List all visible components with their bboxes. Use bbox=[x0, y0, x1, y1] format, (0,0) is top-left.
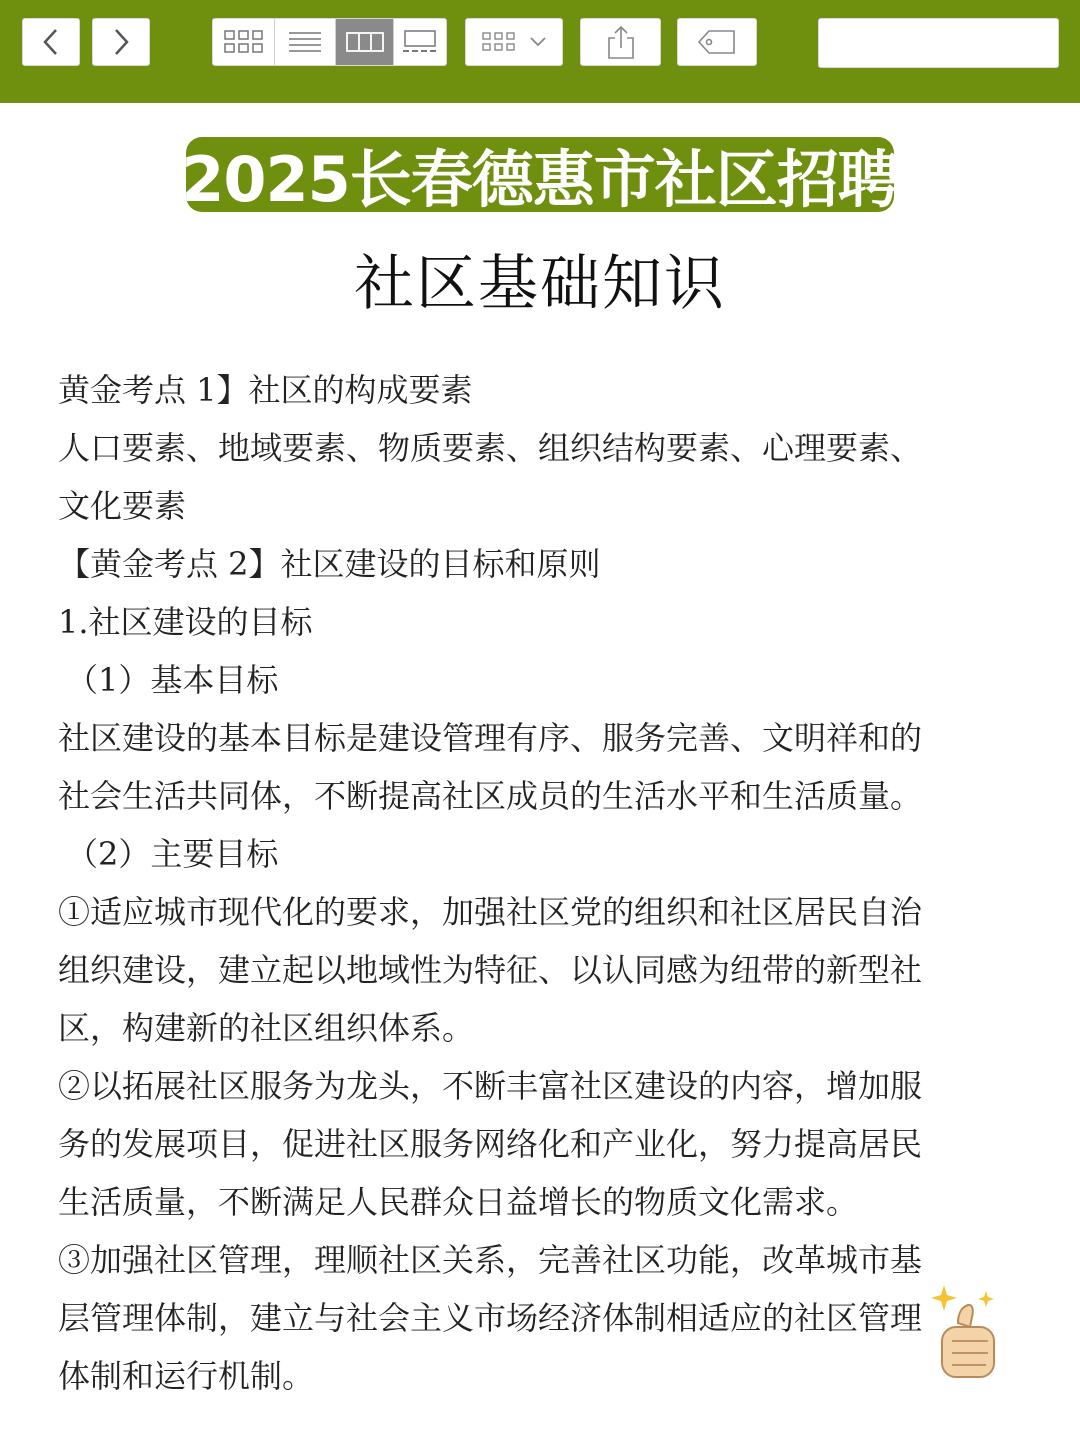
text-line: 层管理体制，建立与社会主义市场经济体制相适应的社区管理 bbox=[58, 1299, 923, 1337]
text-line: ③加强社区管理，理顺社区关系，完善社区功能，改革城市基 bbox=[58, 1241, 923, 1279]
back-button[interactable] bbox=[22, 18, 80, 66]
text-line: 务的发展项目，促进社区服务网络化和产业化，努力提高居民 bbox=[58, 1125, 923, 1163]
view-mode-icons[interactable] bbox=[213, 19, 275, 65]
text-line: 1.社区建设的目标 bbox=[58, 603, 313, 641]
forward-button[interactable] bbox=[92, 18, 150, 66]
share-button[interactable] bbox=[580, 18, 661, 66]
chevron-left-icon bbox=[41, 27, 61, 57]
group-by-button[interactable] bbox=[465, 18, 563, 66]
text-line: （2）主要目标 bbox=[66, 835, 279, 873]
search-input[interactable] bbox=[837, 22, 1080, 64]
tag-button[interactable] bbox=[677, 18, 757, 66]
view-mode-control bbox=[212, 18, 447, 66]
share-icon bbox=[606, 24, 636, 60]
text-line: 黄金考点 1】社区的构成要素 bbox=[58, 371, 473, 409]
text-line: ①适应城市现代化的要求，加强社区党的组织和社区居民自治 bbox=[58, 893, 923, 931]
page-title: 2025长春德惠市社区招聘 bbox=[181, 143, 899, 216]
column-view-icon bbox=[345, 31, 385, 53]
text-line: （1）基本目标 bbox=[66, 661, 279, 699]
grid-view-icon bbox=[223, 29, 265, 55]
text-line: 【黄金考点 2】社区建设的目标和原则 bbox=[58, 545, 601, 583]
list-view-icon bbox=[287, 30, 323, 54]
text-line: 文化要素 bbox=[58, 487, 187, 525]
page-subtitle: 社区基础知识 bbox=[354, 249, 726, 319]
chevron-right-icon bbox=[111, 27, 131, 57]
chevron-down-icon bbox=[529, 36, 547, 48]
text-line: 组织建设，建立起以地域性为特征、以认同感为纽带的新型社 bbox=[58, 951, 923, 989]
view-mode-columns[interactable] bbox=[336, 19, 394, 65]
text-line: 社会生活共同体，不断提高社区成员的生活水平和生活质量。 bbox=[58, 777, 923, 815]
text-line: ②以拓展社区服务为龙头，不断丰富社区建设的内容，增加服 bbox=[58, 1067, 923, 1105]
cover-flow-icon bbox=[401, 29, 439, 55]
tag-icon bbox=[697, 29, 737, 55]
text-line: 人口要素、地域要素、物质要素、组织结构要素、心理要素、 bbox=[58, 429, 923, 467]
text-line: 区，构建新的社区组织体系。 bbox=[58, 1009, 475, 1047]
text-line: 体制和运行机制。 bbox=[58, 1357, 315, 1395]
document-body bbox=[58, 361, 1028, 1405]
title-banner bbox=[181, 137, 899, 216]
finder-toolbar bbox=[0, 0, 1080, 103]
view-mode-list[interactable] bbox=[275, 19, 336, 65]
text-line: 生活质量，不断满足人民群众日益增长的物质文化需求。 bbox=[58, 1183, 859, 1221]
view-mode-gallery[interactable] bbox=[394, 19, 446, 65]
text-line: 社区建设的基本目标是建设管理有序、服务完善、文明祥和的 bbox=[58, 719, 923, 757]
search-field[interactable] bbox=[818, 18, 1059, 68]
group-by-icon bbox=[481, 30, 521, 54]
thumbs-up-icon bbox=[928, 1283, 1008, 1387]
